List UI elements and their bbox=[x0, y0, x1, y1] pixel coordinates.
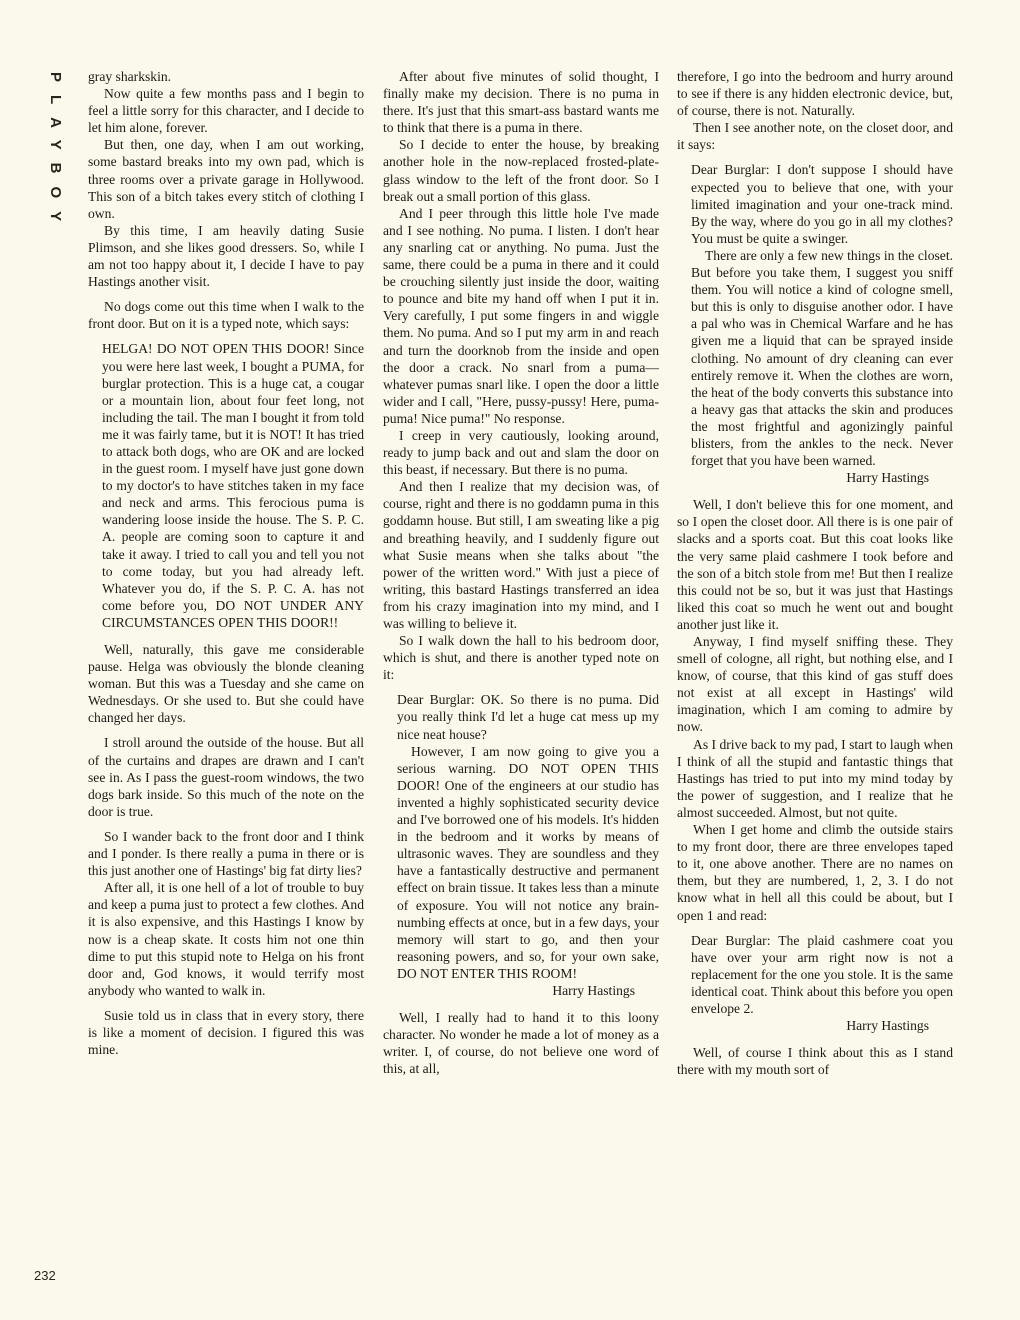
note-text: Dear Burglar: OK. So there is no puma. Did you really think I'd let a huge cat mess up my nice neat house? bbox=[397, 692, 659, 742]
paragraph: So I decide to enter the house, by breaking another hole in the now-replaced frosted-plate-glass window to the left of the front door. So I break out a small portion of this glass. bbox=[383, 137, 659, 204]
paragraph: Now quite a few months pass and I begin to feel a little sorry for this character, and I decide to let him alone, forever. bbox=[88, 86, 364, 136]
magazine-name: PLAYBOY bbox=[47, 72, 64, 235]
note-text: Dear Burglar: The plaid cashmere coat you have over your arm right now is not a replacement for the one you stole. It is the same identical coat. Think about this before you open envelope 2. bbox=[691, 932, 953, 1016]
paragraph: Anyway, I find myself sniffing these. They smell of cologne, all right, but nothing else, and I know, of course, that this kind of gas stuff does not exist at all except in Hastings' wild imagination, which I am coming to admire by now. bbox=[677, 634, 953, 735]
signature: Harry Hastings bbox=[846, 1018, 929, 1034]
paragraph: When I get home and climb the outside stairs to my front door, there are three envelopes taped to it, one above another. There are no names on them, but they are numbered, 1, 2, 3. I do not know what in hell all this could be about, but I open 1 and read: bbox=[677, 822, 953, 923]
paragraph: Well, of course I think about this as I stand there with my mouth sort of bbox=[677, 1045, 953, 1078]
paragraph: I stroll around the outside of the house. But all of the curtains and drapes are drawn and I can't see in. As I pass the guest-room windows, the two dogs bark inside. So this much of the note on the door is true. bbox=[88, 735, 364, 819]
text-column-1 bbox=[88, 68, 364, 1058]
note-closet-door bbox=[677, 161, 953, 486]
paragraph: As I drive back to my pad, I start to laugh when I think of all the stupid and fantastic things that Hastings has tried to put into my mind today by the power of suggestion, and I realize that he almost succeeded. Almost, but not quite. bbox=[677, 736, 953, 820]
paragraph: Well, I don't believe this for one moment, and so I open the closet door. All there is is one pair of slacks and a sports coat. But this coat looks like the very same plaid cashmere I took before and the son of a bitch stole from me! But then I realize this could not be so, but it was just that Hastings liked this coat so much he went out and bought another just like it. bbox=[677, 497, 953, 632]
paragraph: No dogs come out this time when I walk to the front door. But on it is a typed note, which says: bbox=[88, 299, 364, 332]
paragraph: After about five minutes of solid thought, I finally make my decision. There is no puma in there. It's just that this smart-ass bastard wants me to think that there is a puma in there. bbox=[383, 69, 659, 136]
text-column-2 bbox=[383, 68, 659, 1077]
paragraph: gray sharkskin. bbox=[88, 69, 172, 84]
paragraph: Then I see another note, on the closet door, and it says: bbox=[677, 120, 953, 153]
note-envelope-1 bbox=[677, 932, 953, 1035]
signature: Harry Hastings bbox=[552, 982, 635, 998]
note-bedroom-door bbox=[383, 691, 659, 999]
paragraph: Well, naturally, this gave me considerable pause. Helga was obviously the blonde cleaning woman. But this was a Tuesday and she came on Wednesdays. Or she used to. But she could have changed her days. bbox=[88, 642, 364, 726]
note-text: Dear Burglar: I don't suppose I should have expected you to believe that one, with your limited imagination and your one-track mind. By the way, where do you go in all my clothes? You must be quite a swinger. bbox=[691, 162, 953, 246]
paragraph: But then, one day, when I am out working, some bastard breaks into my own pad, which is three rooms over a private garage in Hollywood. This son of a bitch takes every stitch of clothing I own. bbox=[88, 137, 364, 221]
paragraph: And then I realize that my decision was, of course, right and there is no goddamn puma in this goddamn house. But still, I am sweating like a pig and breathing heavily, and I suddenly figure out what Susie means when she talks about "the power of the written word." With just a piece of writing, this bastard Hastings transferred an idea from his crazy imagination into my mind, and I was willing to believe it. bbox=[383, 479, 659, 631]
page-number: 232 bbox=[34, 1268, 56, 1283]
paragraph: After all, it is one hell of a lot of trouble to buy and keep a puma just to protect a few clothes. And it is also expensive, and this Hastings I know by now is a cheap skate. It costs him not one thin dime to put this stupid note to Helga on his front door and, God knows, it would terrify most anybody who wanted to walk in. bbox=[88, 880, 364, 998]
paragraph: So I walk down the hall to his bedroom door, which is shut, and there is another typed note on it: bbox=[383, 633, 659, 683]
note-text: However, I am now going to give you a serious warning. DO NOT OPEN THIS DOOR! One of the engineers at our studio has invented a highly sophisticated security device and I've borrowed one of his models. It's hidden in the bedroom and it works by means of ultrasonic waves. They are soundless and they have a fantastically destructive and permanent effect on brain tissue. It takes less than a minute of exposure. You will not notice any brain-numbing effects at once, but in a few days, your memory will start to go, and then your reasoning powers, and so, for your own sake, DO NOT ENTER THIS ROOM! bbox=[397, 743, 659, 981]
paragraph: And I peer through this little hole I've made and I see nothing. No puma. I listen. I don't hear any snarling cat or anything. No puma. Just the same, there could be a puma in there and it could be crouching silently just inside the door, waiting to pounce and bite my hand off when I put it in. Very carefully, I put some fingers in and wiggle them. No puma. And so I put my arm in and reach and turn the doorknob from the inside and open the door a crack. No snarl from a puma—whatever pumas snarl like. I open the door a little wider and I call, "Here, pussy-pussy! Here, puma-puma! Nice puma!" No response. bbox=[383, 205, 659, 426]
paragraph: By this time, I am heavily dating Susie Plimson, and she likes good dressers. So, while I am not too happy about it, I decide I have to pay Hastings another visit. bbox=[88, 222, 364, 290]
note-text: HELGA! DO NOT OPEN THIS DOOR! Since you were here last week, I bought a PUMA, for burglar protection. This is a huge cat, a cougar or a mountain lion, about four feet long, not including the tail. The man I bought it from told me it was fairly tame, but it is NOT! It has tried to attack both dogs, who are OK and are locked in the guest room. I myself have just gone down to my doctor's to have stitches taken in my face and neck and arms. This ferocious puma is wandering loose inside the house. The S. P. C. A. people are coming soon to capture it and take it away. I tried to call you and tell you not to come today, but you had already left. Whatever you do, if the S. P. C. A. has not come before you, DO NOT UNDER ANY CIRCUMSTANCES OPEN THIS DOOR!! bbox=[102, 341, 365, 630]
paragraph: I creep in very cautiously, looking around, ready to jump back and out and slam the door on this beast, if necessary. But there is no puma. bbox=[383, 427, 659, 478]
paragraph: Susie told us in class that in every story, there is like a moment of decision. I figured this was mine. bbox=[88, 1007, 364, 1058]
magazine-name-vertical bbox=[28, 68, 68, 338]
paragraph: So I wander back to the front door and I think and I ponder. Is there really a puma in there or is this just another one of Hastings' big fat dirty lies? bbox=[88, 828, 364, 879]
note-text: There are only a few new things in the closet. But before you take them, I suggest you sniff them. You will notice a kind of cologne smell, but this is only to disguise another odor. I have a pal who was in Chemical Warfare and he has given me a liquid that can be sprayed inside clothing. No amount of dry cleaning can ever entirely remove it. When the clothes are worn, the heat of the body converts this substance into a heavy gas that attacks the skin and produces the most frightful and agonizingly painful blisters, from the ankles to the neck. Never forget that you have been warned. bbox=[691, 247, 953, 469]
note-helga bbox=[88, 340, 364, 631]
paragraph: Well, I really had to hand it to this loony character. No wonder he made a lot of money as a writer. I, of course, do not believe one word of this, at all, bbox=[383, 1010, 659, 1077]
paragraph: therefore, I go into the bedroom and hurry around to see if there is any hidden electronic device, but, of course, there is not. Naturally. bbox=[677, 69, 953, 119]
signature: Harry Hastings bbox=[846, 470, 929, 486]
text-column-3 bbox=[677, 68, 953, 1078]
